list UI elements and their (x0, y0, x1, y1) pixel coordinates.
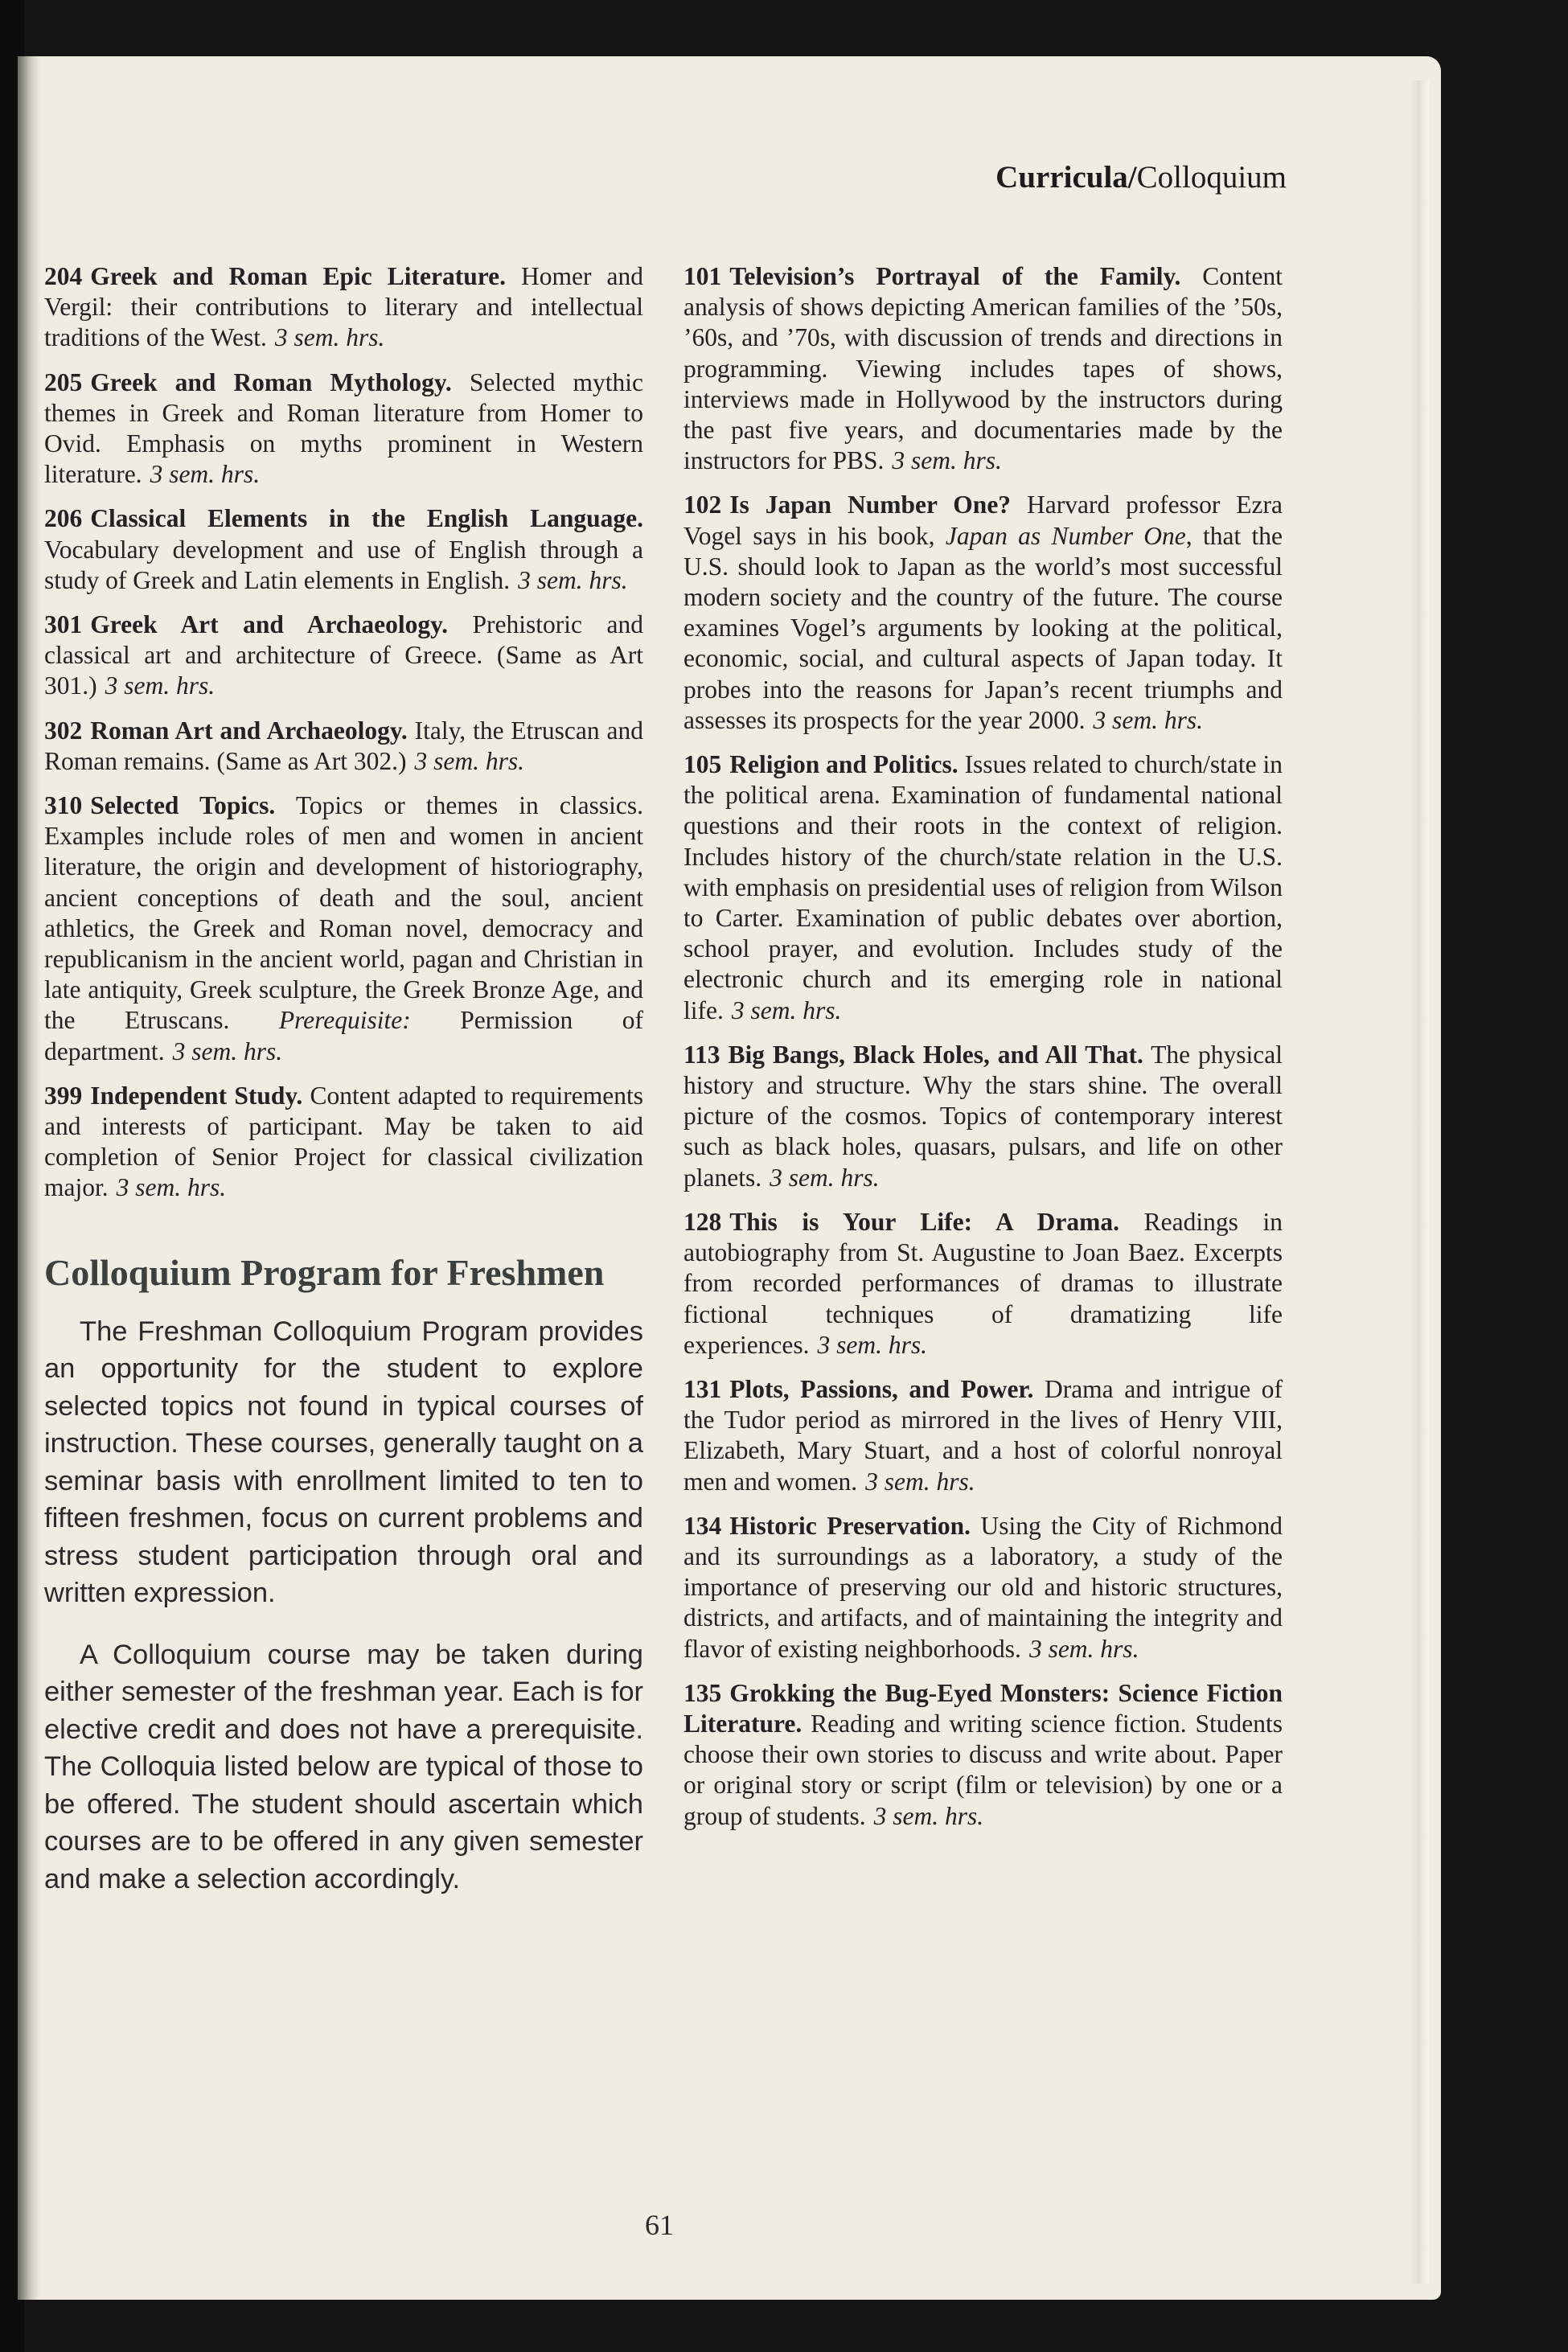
course-title: Grokking the Bug-Eyed Monsters: Science Fiction Literature. (683, 1678, 1283, 1738)
course-title: Historic Preservation. (729, 1511, 971, 1540)
course-title: Classical Elements in the English Language. (90, 504, 643, 533)
course-number: 102 (683, 491, 722, 519)
course-entry (44, 1081, 643, 1204)
intro-paragraph: The Freshman Colloquium Program provides an opportunity for the student to explore selected topics not found in typical courses of instruction. These courses, generally taught on a seminar basis with enrollment limited to ten to fifteen freshmen, focus on current problems and stress student participation through oral and written expression. (44, 1316, 643, 1609)
intro-paragraph: A Colloquium course may be taken during either semester of the freshman year. Each is for elective credit and does not have a prerequisite. The Colloquia listed below are typical of those to be offered. The student should ascertain which courses are to be offered in any given semester and make a selection accordingly. (44, 1639, 643, 1894)
course-number: 206 (44, 504, 83, 533)
prerequisite-text: Permission of department. (44, 1006, 643, 1065)
course-title: Plots, Passions, and Power. (729, 1374, 1034, 1403)
left-course-list (44, 261, 643, 1204)
course-number: 113 (683, 1040, 720, 1069)
right-course-list (683, 261, 1283, 1832)
page-edge (1411, 80, 1429, 2284)
course-number: 310 (44, 791, 83, 820)
section-heading: Colloquium Program for Freshmen (44, 1251, 605, 1293)
course-credit: 3 sem. hrs. (518, 565, 628, 594)
course-credit: 3 sem. hrs. (1093, 705, 1204, 734)
course-entry (44, 610, 643, 702)
course-credit: 3 sem. hrs. (770, 1163, 880, 1192)
course-title: Greek and Roman Epic Literature. (90, 262, 507, 290)
course-description: Content analysis of shows depicting American families of the ’50s, ’60s, and ’70s, with discussion of trends and directions in programming. Viewing includes tapes of shows, interviews made in Hollywood by the instructors during the past five years, and documentaries made by the instructors for PBS. (683, 262, 1283, 475)
course-entry (683, 1511, 1283, 1664)
course-number: 131 (683, 1374, 722, 1403)
course-description: Drama and intrigue of the Tudor period as mirrored in the lives of Henry VIII, Elizabeth, Mary Stuart, and a host of colorful nonroyal men and women. (683, 1374, 1283, 1496)
course-credit: 3 sem. hrs. (865, 1467, 975, 1496)
course-entry (44, 367, 643, 491)
course-number: 302 (44, 716, 83, 745)
course-title: Is Japan Number One? (729, 491, 1012, 519)
course-number: 204 (44, 262, 83, 290)
course-description: Homer and Vergil: their contributions to literary and intellectual traditions of the West. (44, 262, 643, 352)
course-credit: 3 sem. hrs. (1028, 1634, 1139, 1663)
course-title: Selected Topics. (90, 791, 276, 820)
course-number: 205 (44, 367, 83, 396)
course-number: 301 (44, 610, 83, 639)
course-description: Topics or themes in classics. Examples include roles of men and women in ancient literature, the origin and development of historiography, ancient conceptions of death and the soul, ancient athletics, the Greek and Roman novel, democracy and republicanism in the ancient world, pagan and Christian in late antiquity, Greek sculpture, the Greek Bronze Age, and the Etruscans. (44, 791, 643, 1035)
course-number: 135 (683, 1678, 722, 1707)
course-credit: 3 sem. hrs. (414, 746, 525, 775)
course-entry (683, 1040, 1283, 1193)
running-header-regular: Colloquium (1136, 160, 1287, 195)
course-description: Issues related to church/state in the political arena. Examination of fundamental national questions and their roots in the context of religion. Includes history of the church/state relation in the U.S. with emphasis on presidential uses of religion from Wilson to Carter. Examination of public debates over abortion, school prayer, and evolution. Includes study of the electronic church and its emerging role in national life. (683, 750, 1283, 1024)
course-credit: 3 sem. hrs. (116, 1173, 227, 1202)
course-entry (683, 1207, 1283, 1361)
course-credit: 3 sem. hrs. (892, 446, 1002, 475)
course-description: Selected mythic themes in Greek and Roman literature from Homer to Ovid. Emphasis on myths prominent in Western literature. (44, 367, 643, 489)
book-title: Japan as Number One (945, 521, 1186, 550)
course-credit: 3 sem. hrs. (274, 323, 385, 352)
course-entry (683, 1678, 1283, 1832)
course-credit: 3 sem. hrs. (731, 995, 842, 1024)
course-credit: 3 sem. hrs. (873, 1801, 984, 1830)
course-description: , that the U.S. should look to Japan as the world’s most successful modern society and the country of the future. The course examines Vogel’s arguments by looking at the political, economic, social, and cultural aspects of Japan today. It probes into the reasons for Japan’s recent triumphs and assesses its prospects for the year 2000. (683, 521, 1283, 734)
course-description: Prehistoric and classical art and architecture of Greece. (Same as Art 301.) (44, 610, 643, 700)
right-column (683, 261, 1283, 1845)
course-number: 134 (683, 1511, 722, 1540)
course-description: Vocabulary development and use of English through a study of Greek and Latin elements in English. (44, 535, 643, 594)
course-entry (44, 790, 643, 1067)
course-number: 128 (683, 1207, 722, 1236)
course-credit: 3 sem. hrs. (172, 1036, 283, 1065)
course-title: Independent Study. (90, 1081, 303, 1110)
course-title: Greek Art and Archaeology. (90, 610, 448, 639)
course-description: The physical history and structure. Why the stars shine. The overall picture of the cosmos. Topics of contemporary interest such as black holes, quasars, pulsars, and life on other planets. (683, 1040, 1283, 1192)
course-title: Television’s Portrayal of the Family. (729, 262, 1181, 290)
course-number: 101 (683, 262, 722, 290)
course-description: Italy, the Etruscan and Roman remains. (Same as Art 302.) (44, 716, 643, 775)
course-credit: 3 sem. hrs. (817, 1330, 928, 1359)
course-title: Big Bangs, Black Holes, and All That. (728, 1040, 1143, 1069)
running-header-bold: Curricula/ (995, 160, 1137, 195)
course-entry (44, 261, 643, 354)
running-header (885, 159, 1287, 195)
course-title: Roman Art and Archaeology. (90, 716, 408, 745)
page-gutter-shadow (18, 56, 40, 2300)
course-number: 399 (44, 1081, 83, 1110)
course-description: Using the City of Richmond and its surroundings as a laboratory, a study of the importance of preserving our old and historic structures, districts, and artifacts, and of maintaining the integrity and flavor of existing neighborhoods. (683, 1511, 1283, 1663)
left-column (44, 261, 643, 1922)
course-entry (683, 261, 1283, 476)
course-entry (44, 503, 643, 596)
course-entry (683, 1374, 1283, 1497)
page-number: 61 (645, 2209, 674, 2241)
prerequisite-label: Prerequisite: (278, 1006, 411, 1035)
course-entry (683, 490, 1283, 736)
course-title: This is Your Life: A Drama. (729, 1207, 1119, 1236)
course-credit: 3 sem. hrs. (150, 460, 261, 489)
course-title: Religion and Politics. (729, 750, 958, 779)
course-description: Readings in autobiography from St. Augustine to Joan Baez. Excerpts from recorded performances of dramas to illustrate fictional techniques of dramatizing life experiences. (683, 1207, 1283, 1359)
course-number: 105 (683, 750, 722, 779)
course-entry (44, 716, 643, 777)
course-description: Harvard professor Ezra Vogel says in his book, (683, 491, 1283, 550)
colloquium-intro (44, 1313, 643, 1898)
course-entry (683, 749, 1283, 1026)
course-description: Reading and writing science fiction. Students choose their own stories to discuss and write about. Paper or original story or script (film or television) by one or a group of students. (683, 1709, 1283, 1830)
course-description: Content adapted to requirements and interests of participant. May be taken to aid completion of Senior Project for classical civilization major. (44, 1081, 643, 1202)
course-title: Greek and Roman Mythology. (90, 367, 452, 396)
course-credit: 3 sem. hrs. (105, 671, 215, 700)
